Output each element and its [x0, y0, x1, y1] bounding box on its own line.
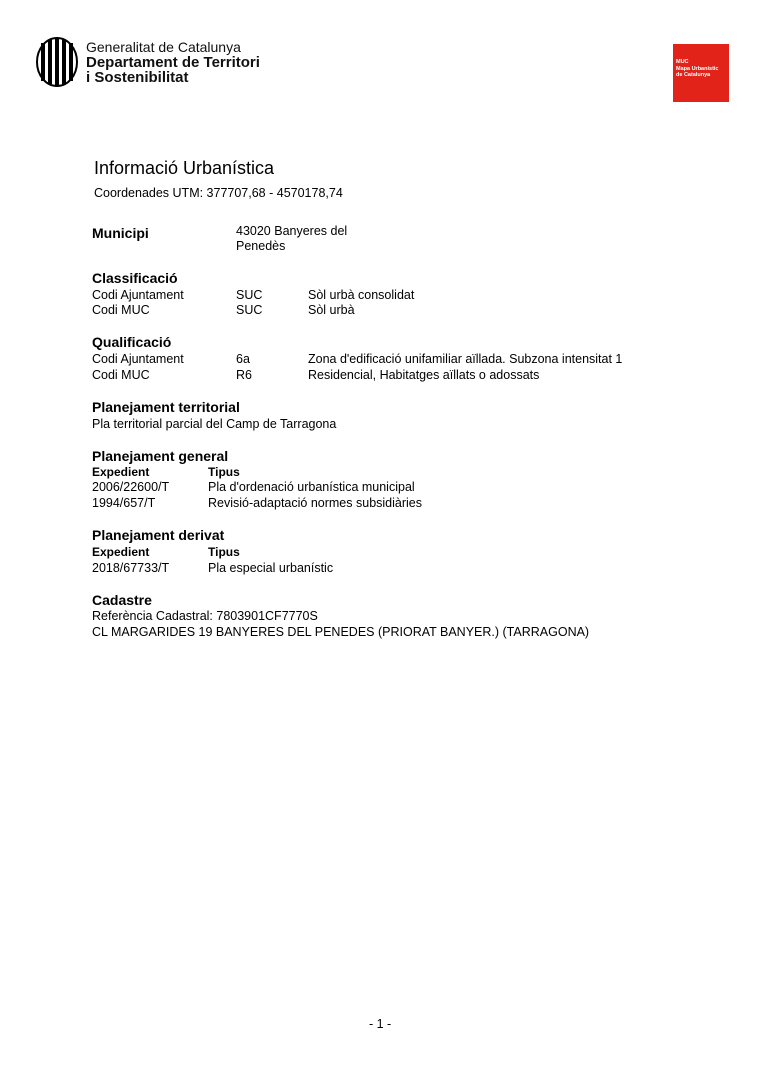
qualificacio-row-code: 6a — [236, 352, 250, 366]
org-name: Generalitat de Catalunya — [86, 39, 241, 55]
page-number: - 1 - — [369, 1017, 392, 1031]
qualificacio-row-desc: Zona d'edificació unifamiliar aïllada. Subzona intensitat 1 — [308, 352, 623, 366]
planejament-general-tipus: Revisió-adaptació normes subsidiàries — [208, 496, 422, 510]
qualificacio-row-label: Codi Ajuntament — [92, 352, 184, 366]
classificacio-row-desc: Sòl urbà — [308, 303, 355, 317]
cadastre-referencia: Referència Cadastral: 7803901CF7770S — [92, 609, 318, 623]
department-name: Departament de Territori — [86, 54, 260, 71]
planejament-general-expedient: 2006/22600/T — [92, 480, 170, 494]
classificacio-row-desc: Sòl urbà consolidat — [308, 288, 415, 302]
cadastre-heading: Cadastre — [92, 592, 152, 608]
department-name-line2: i Sostenibilitat — [86, 69, 189, 86]
planejament-territorial-text: Pla territorial parcial del Camp de Tarragona — [92, 417, 337, 431]
classificacio-row-code: SUC — [236, 288, 263, 302]
planejament-derivat-col-tipus: Tipus — [208, 545, 240, 559]
planejament-derivat-tipus: Pla especial urbanístic — [208, 561, 334, 575]
generalitat-stripes-icon — [36, 37, 78, 87]
classificacio-row-code: SUC — [236, 303, 263, 317]
cadastre-address: CL MARGARIDES 19 BANYERES DEL PENEDES (PRIORAT BANYER.) (TARRAGONA) — [92, 625, 590, 639]
qualificacio-row-code: R6 — [236, 368, 252, 382]
municipi-label: Municipi — [92, 225, 149, 241]
muc-logo — [673, 44, 729, 102]
utm-coordinates: Coordenades UTM: 377707,68 - 4570178,74 — [94, 186, 343, 200]
planejament-general-col-tipus: Tipus — [208, 465, 240, 479]
classificacio-row-label: Codi Ajuntament — [92, 288, 184, 302]
page-title: Informació Urbanística — [94, 158, 275, 178]
classificacio-heading: Classificació — [92, 270, 178, 286]
muc-logo-line3: de Catalunya — [676, 72, 711, 78]
planejament-derivat-heading: Planejament derivat — [92, 527, 225, 543]
planejament-general-expedient: 1994/657/T — [92, 496, 156, 510]
qualificacio-heading: Qualificació — [92, 334, 172, 350]
qualificacio-row-label: Codi MUC — [92, 368, 150, 382]
muc-logo-line2: Mapa Urbanístic — [676, 65, 719, 72]
planejament-general-col-expedient: Expedient — [92, 465, 150, 479]
planejament-general-tipus: Pla d'ordenació urbanística municipal — [208, 480, 415, 494]
planejament-derivat-col-expedient: Expedient — [92, 545, 150, 559]
municipi-value-line1: 43020 Banyeres del — [236, 224, 348, 238]
classificacio-row-label: Codi MUC — [92, 303, 150, 317]
planejament-derivat-expedient: 2018/67733/T — [92, 561, 170, 575]
planejament-general-heading: Planejament general — [92, 448, 229, 464]
qualificacio-row-desc: Residencial, Habitatges aïllats o adossats — [308, 368, 540, 382]
generalitat-logo — [36, 37, 78, 87]
municipi-value-line2: Penedès — [236, 239, 286, 253]
muc-logo-line1: MUC — [676, 59, 689, 65]
planejament-territorial-heading: Planejament territorial — [92, 399, 240, 415]
